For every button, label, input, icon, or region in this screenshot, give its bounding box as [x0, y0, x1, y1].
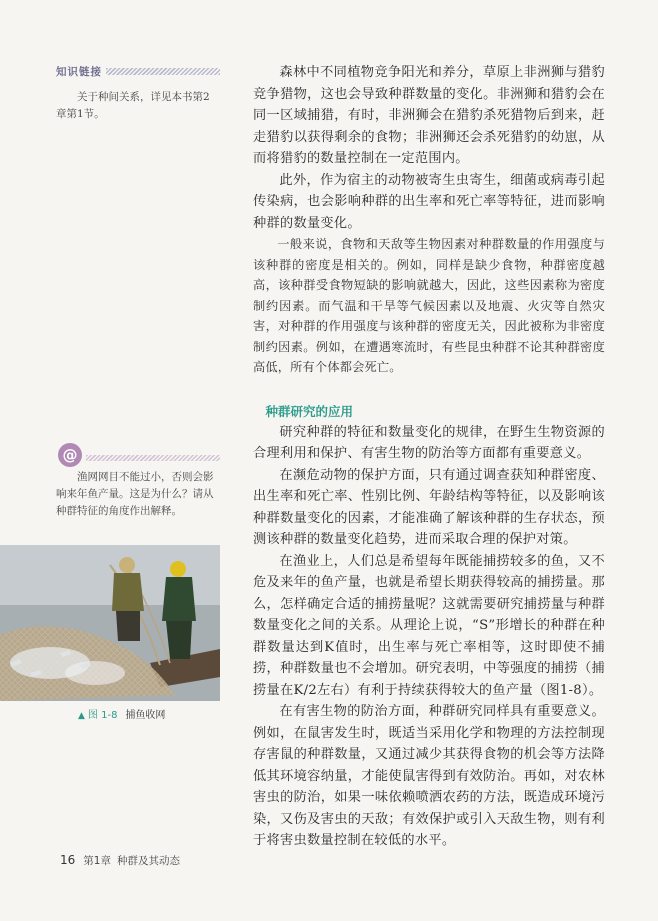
paragraph: 在有害生物的防治方面，种群研究同样具有重要意义。例如，在鼠害发生时，既适当采用化学和物理的方法控制现存害鼠的种群数量，又通过减少其获得食物的机会等方法降低其环境容纳量，才能使鼠害得到有效防治。再如，对农林害虫的防治，如果一味依赖喷洒农药的方法，既造成环境污染，又伤及害虫的天敌；有效保护或引入天敌生物，则有利于将害虫数量控制在较低的水平。 [253, 704, 605, 848]
paragraph: 森林中不同植物竞争阳光和养分，草原上非洲狮与猎豹竞争猎物，这也会导致种群数量的变化。非洲狮和猎豹会在同一区域捕猎，有时，非洲狮会在猎豹杀死猎物后到来，赶走猎豹以获得剩余的食物；非洲狮还会杀死猎豹的幼崽，从而将猎豹的数量控制在一定范围内。 [253, 65, 605, 166]
knowledge-link-box [56, 62, 220, 123]
paragraph: 在渔业上，人们总是希望每年既能捕捞较多的鱼，又不危及来年的鱼产量，也就是希望长期获得较高的捕捞量。那么，怎样确定合适的捕捞量呢？这就需要研究捕捞量与种群数量变化之间的关系。从理论上说，“S”形增长的种群在种群数量达到K值时，出生率与死亡率相等，这时即使不捕捞，种群数量也不会增加。研究表明，中等强度的捕捞（捕捞量在K/2左右）有利于持续获得较大的鱼产量（图1-8）。 [253, 553, 605, 698]
thinking-prompt-text: 渔网网目不能过小，否则会影响来年鱼产量。这是为什么？请从种群特征的角度作出解释。 [56, 471, 214, 517]
chapter-title: 种群及其动态 [116, 855, 180, 867]
fishing-net-photo [0, 545, 220, 701]
paragraph-density-factors: 一般来说，食物和天敌等生物因素对种群数量的作用强度与该种群的密度是相关的。例如，同样是缺少食物，种群密度越高，该种群受食物短缺的影响就越大，因此，这些因素称为密度制约因素。而气温和干旱等气候因素以及地震、火灾等自然灾害，对种群的作用强度与该种群的密度无关，因此被称为非密度制约因素。例如，在遭遇寒流时，有些昆虫种群不论其种群密度高低，所有个体都会死亡。 [253, 237, 605, 374]
paragraph: 研究种群的特征和数量变化的规律，在野生生物资源的合理利用和保护、有害生物的防治等方面都有重要意义。 [253, 424, 605, 461]
thinking-icon: @ [58, 443, 82, 467]
knowledge-link-note: 关于种间关系，详见本书第2章第1节。 [56, 91, 210, 120]
main-text-column [253, 62, 605, 852]
figure-caption [78, 706, 165, 721]
knowledge-link-title: 知识链接 [56, 65, 102, 78]
page-number: 16 [60, 853, 76, 867]
page-footer [60, 853, 180, 868]
chapter-label: 第1章 [83, 855, 111, 867]
header-stripe-decoration [106, 68, 220, 75]
paragraph: 在濒危动物的保护方面，只有通过调查获知种群密度、出生率和死亡率、性别比例、年龄结构等特征，以及影响该种群数量变化的因素，才能准确了解该种群的生存状态，预测该种群的数量变化趋势，进而采取合理的保护对策。 [253, 467, 605, 547]
caption-triangle-icon: ▲ [78, 711, 85, 721]
thinking-stripe-decoration [86, 455, 220, 461]
knowledge-link-header [56, 62, 220, 80]
thinking-prompt-box [56, 469, 220, 520]
figure-caption-text: 捕鱼收网 [125, 710, 166, 721]
section-title: 种群研究的应用 [265, 403, 354, 419]
figure-number: 图 1-8 [87, 710, 118, 721]
paragraph: 此外，作为宿主的动物被寄生虫寄生，细菌或病毒引起传染病，也会影响种群的出生率和死亡率等特征，进而影响种群的数量变化。 [253, 172, 605, 231]
